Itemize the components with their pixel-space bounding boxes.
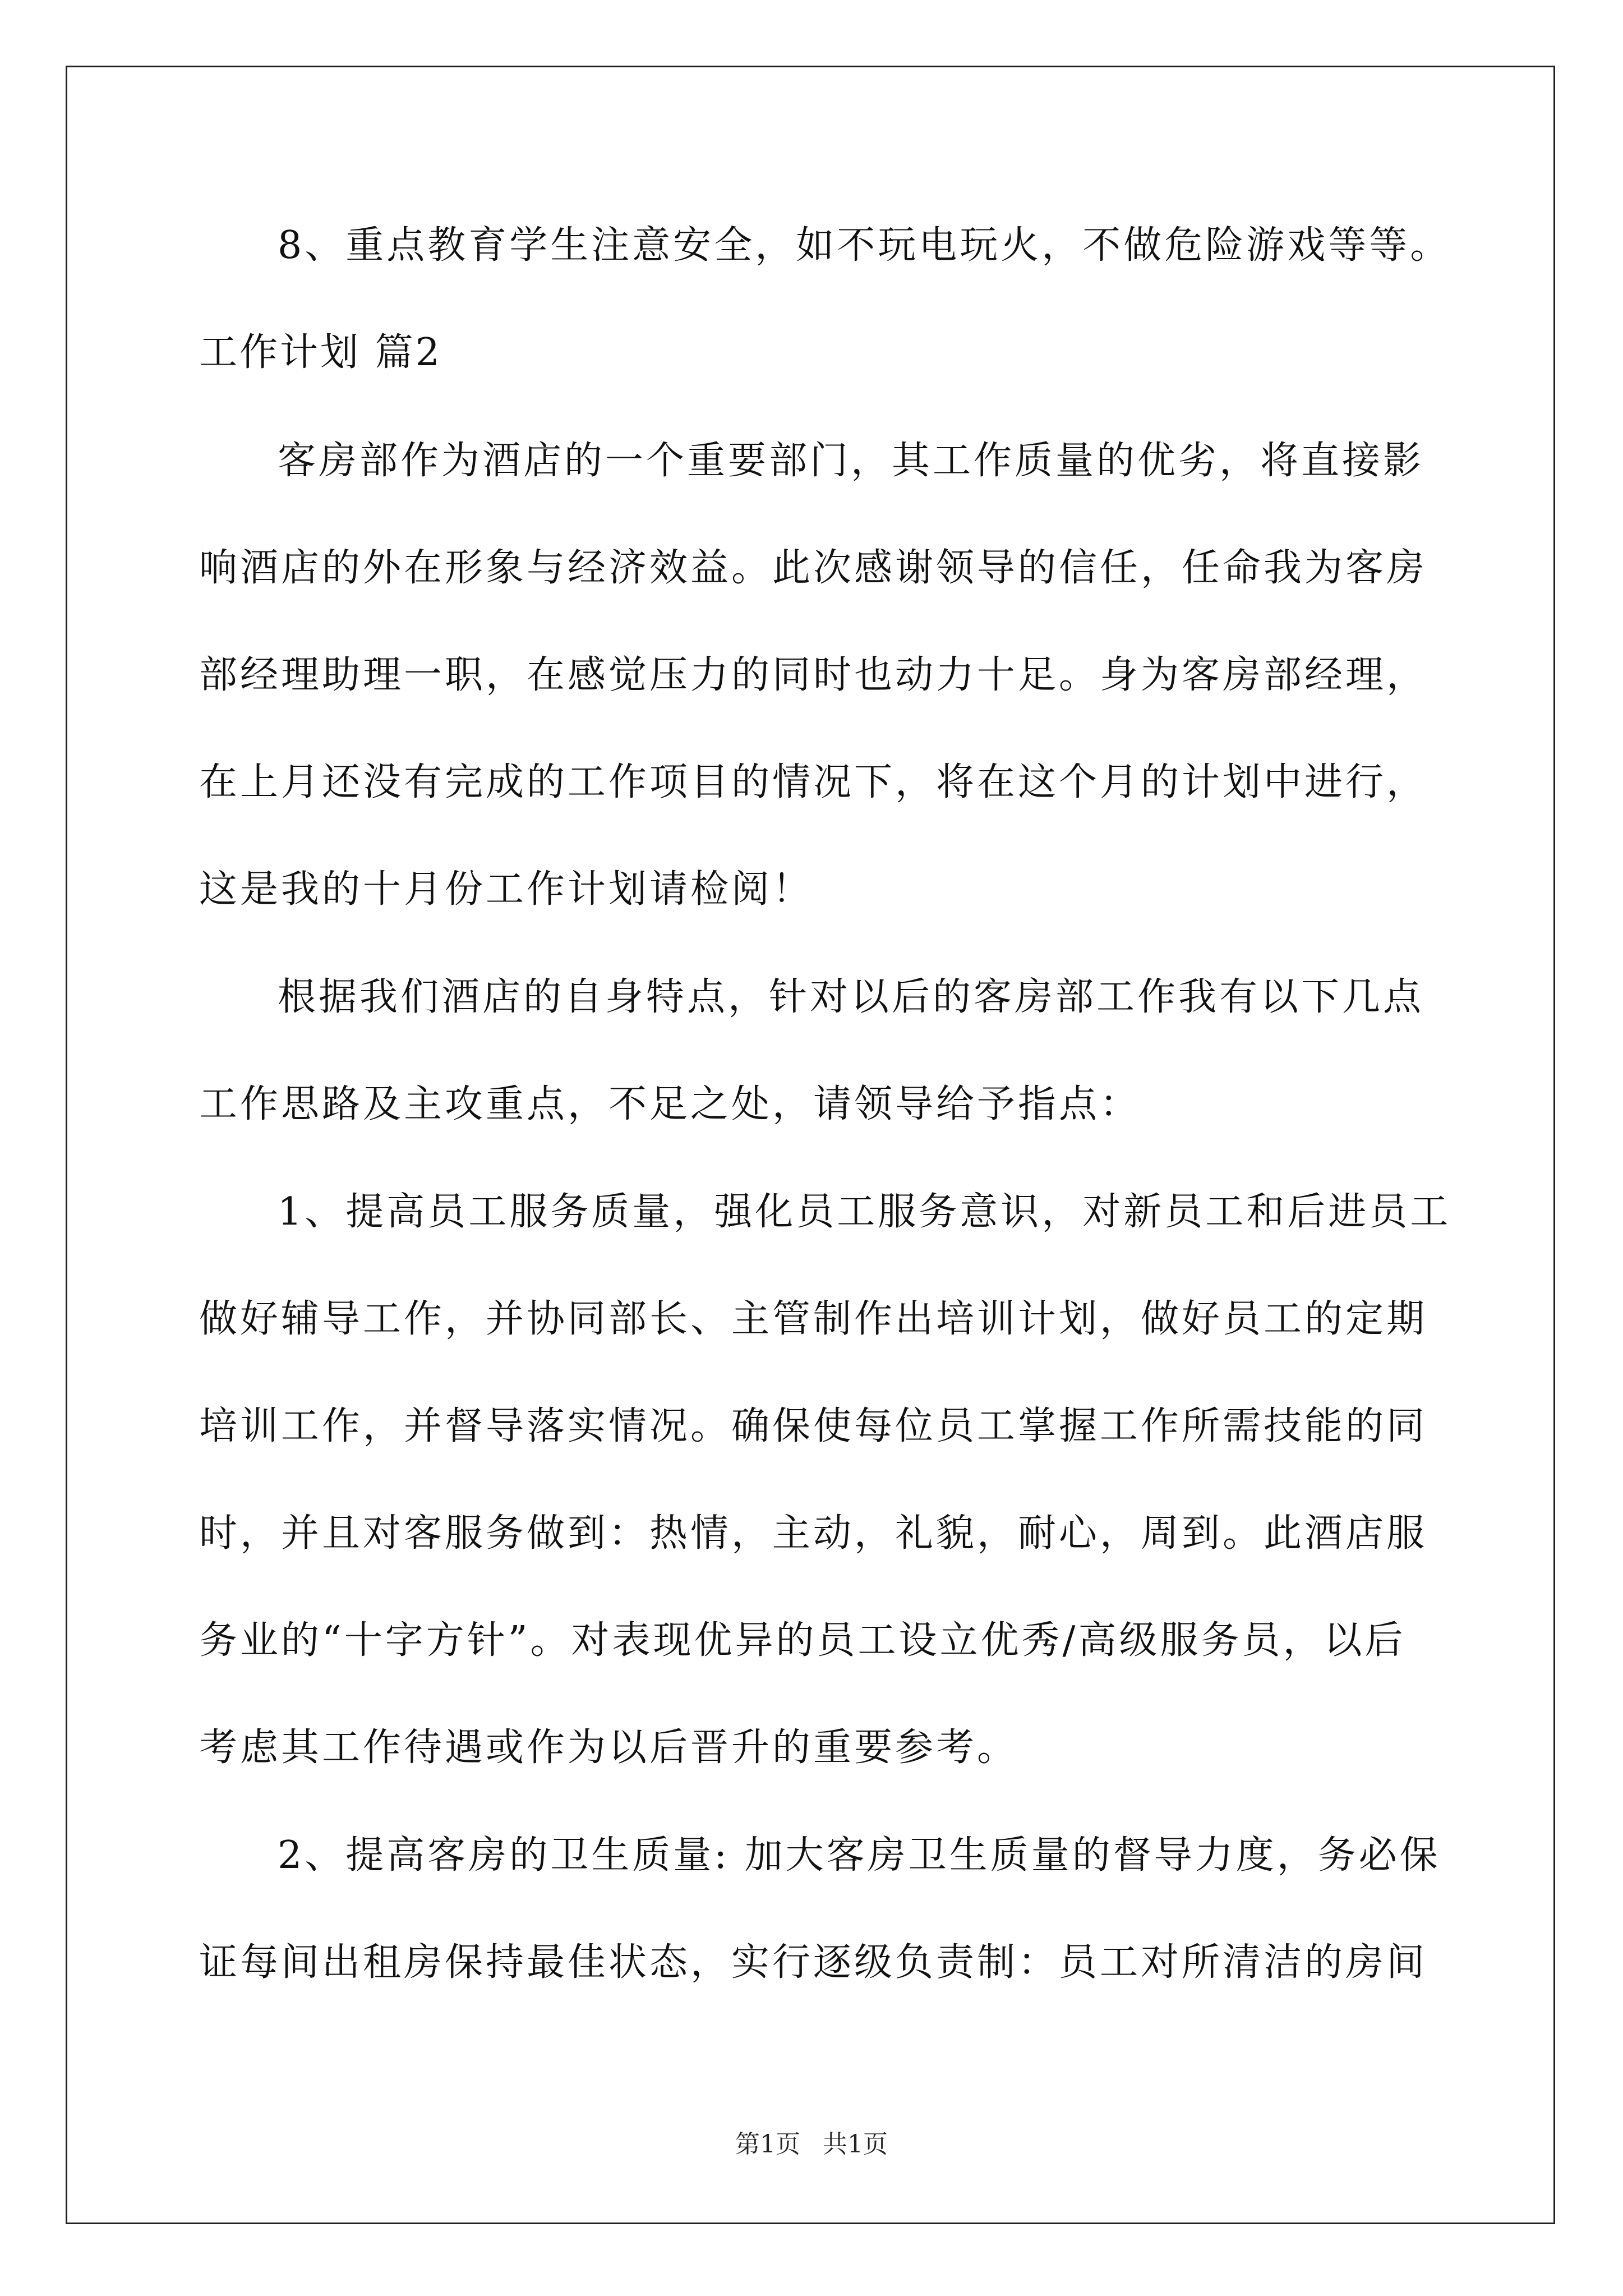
page-total: 共1页 <box>823 2130 888 2159</box>
paragraph-line: 培训工作，并督导落实情况。确保使每位员工掌握工作所需技能的同 <box>199 1404 1428 1448</box>
paragraph-line: 考虑其工作待遇或作为以后晋升的重要参考。 <box>199 1726 1018 1770</box>
paragraph-line: 这是我的十月份工作计划请检阅！ <box>199 867 814 912</box>
section-heading: 工作计划 篇2 <box>199 330 442 375</box>
paragraph-line: 1、提高员工服务质量，强化员工服务意识，对新员工和后进员工 <box>278 1190 1451 1234</box>
paragraph-line: 工作思路及主攻重点，不足之处，请领导给予指点： <box>199 1082 1141 1126</box>
paragraph-line: 证每间出租房保持最佳状态，实行逐级负责制：员工对所清洁的房间 <box>199 1940 1428 1985</box>
page-footer <box>0 2130 1623 2159</box>
paragraph-line: 部经理助理一职，在感觉压力的同时也动力十足。身为客房部经理， <box>199 653 1428 697</box>
paragraph-line: 8、重点教育学生注意安全，如不玩电玩火，不做危险游戏等等。 <box>278 223 1451 268</box>
paragraph-line: 时，并且对客服务做到：热情，主动，礼貌，耐心，周到。此酒店服 <box>199 1511 1428 1556</box>
paragraph-line: 根据我们酒店的自身特点，针对以后的客房部工作我有以下几点 <box>278 975 1424 1019</box>
paragraph-line: 响酒店的外在形象与经济效益。此次感谢领导的信任，任命我为客房 <box>199 546 1428 590</box>
paragraph-line: 客房部作为酒店的一个重要部门，其工作质量的优劣，将直接影 <box>278 439 1424 483</box>
page-border <box>66 66 1555 2224</box>
paragraph-line: 2、提高客房的卫生质量: 加大客房卫生质量的督导力度，务必保 <box>278 1833 1441 1878</box>
paragraph-line: 在上月还没有完成的工作项目的情况下，将在这个月的计划中进行， <box>199 760 1428 804</box>
paragraph-line: 务业的“十字方针”。对表现优异的员工设立优秀/高级服务员，以后 <box>199 1618 1406 1663</box>
paragraph-line: 做好辅导工作，并协同部长、主管制作出培训计划，做好员工的定期 <box>199 1297 1428 1341</box>
page-number: 第1页 <box>735 2130 800 2159</box>
